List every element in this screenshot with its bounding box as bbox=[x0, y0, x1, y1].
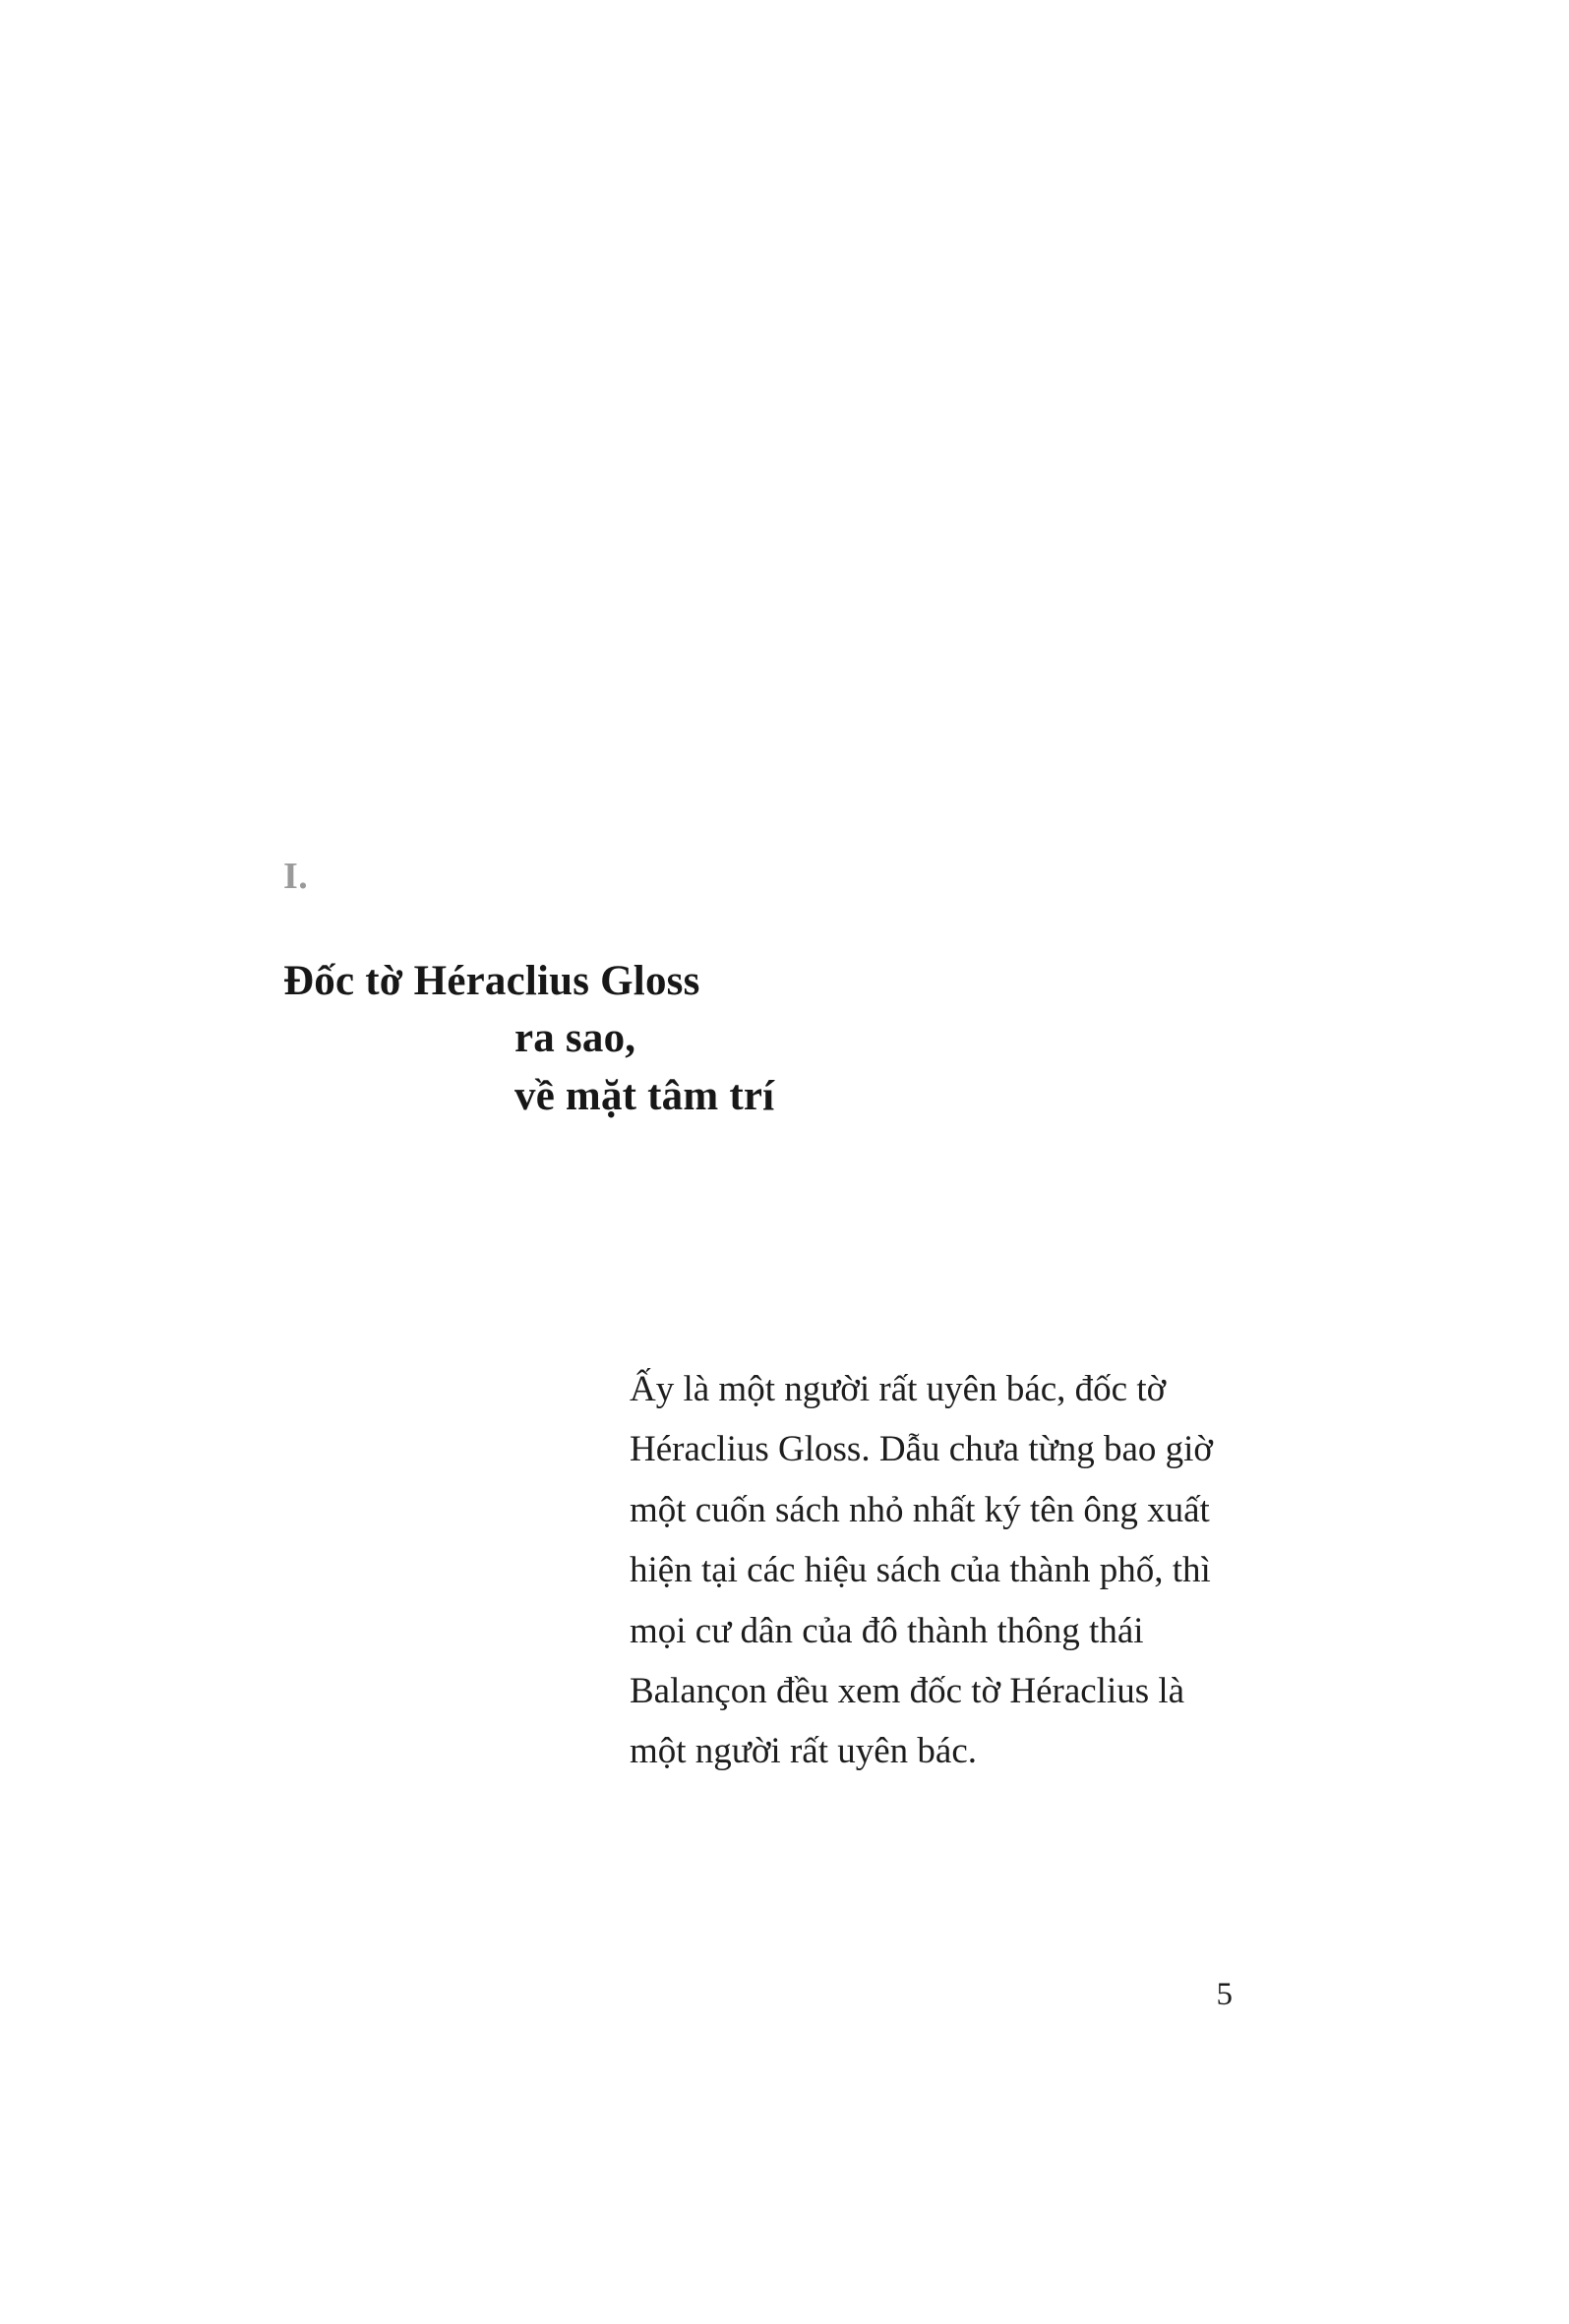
body-paragraph: Ấy là một người rất uyên bác, đốc tờ Héraclius Gloss. Dẫu chưa từng bao giờ một cuốn sách nhỏ nhất ký tên ông xuất hiện tại các hiệu sách của thành phố, thì mọi cư dân của đô thành thông thái Balançon đều xem đốc tờ Héraclius là một người rất uyên bác. bbox=[630, 1369, 1213, 1772]
chapter-title-line-2: ra sao, bbox=[514, 1015, 636, 1062]
chapter-number: I. bbox=[283, 856, 309, 897]
chapter-title bbox=[283, 953, 1169, 1125]
chapter-title-line-1: Đốc tờ Héraclius Gloss bbox=[283, 957, 700, 1004]
chapter-title-line-3: về mặt tâm trí bbox=[514, 1072, 775, 1119]
page-number: 5 bbox=[1216, 1977, 1233, 2012]
